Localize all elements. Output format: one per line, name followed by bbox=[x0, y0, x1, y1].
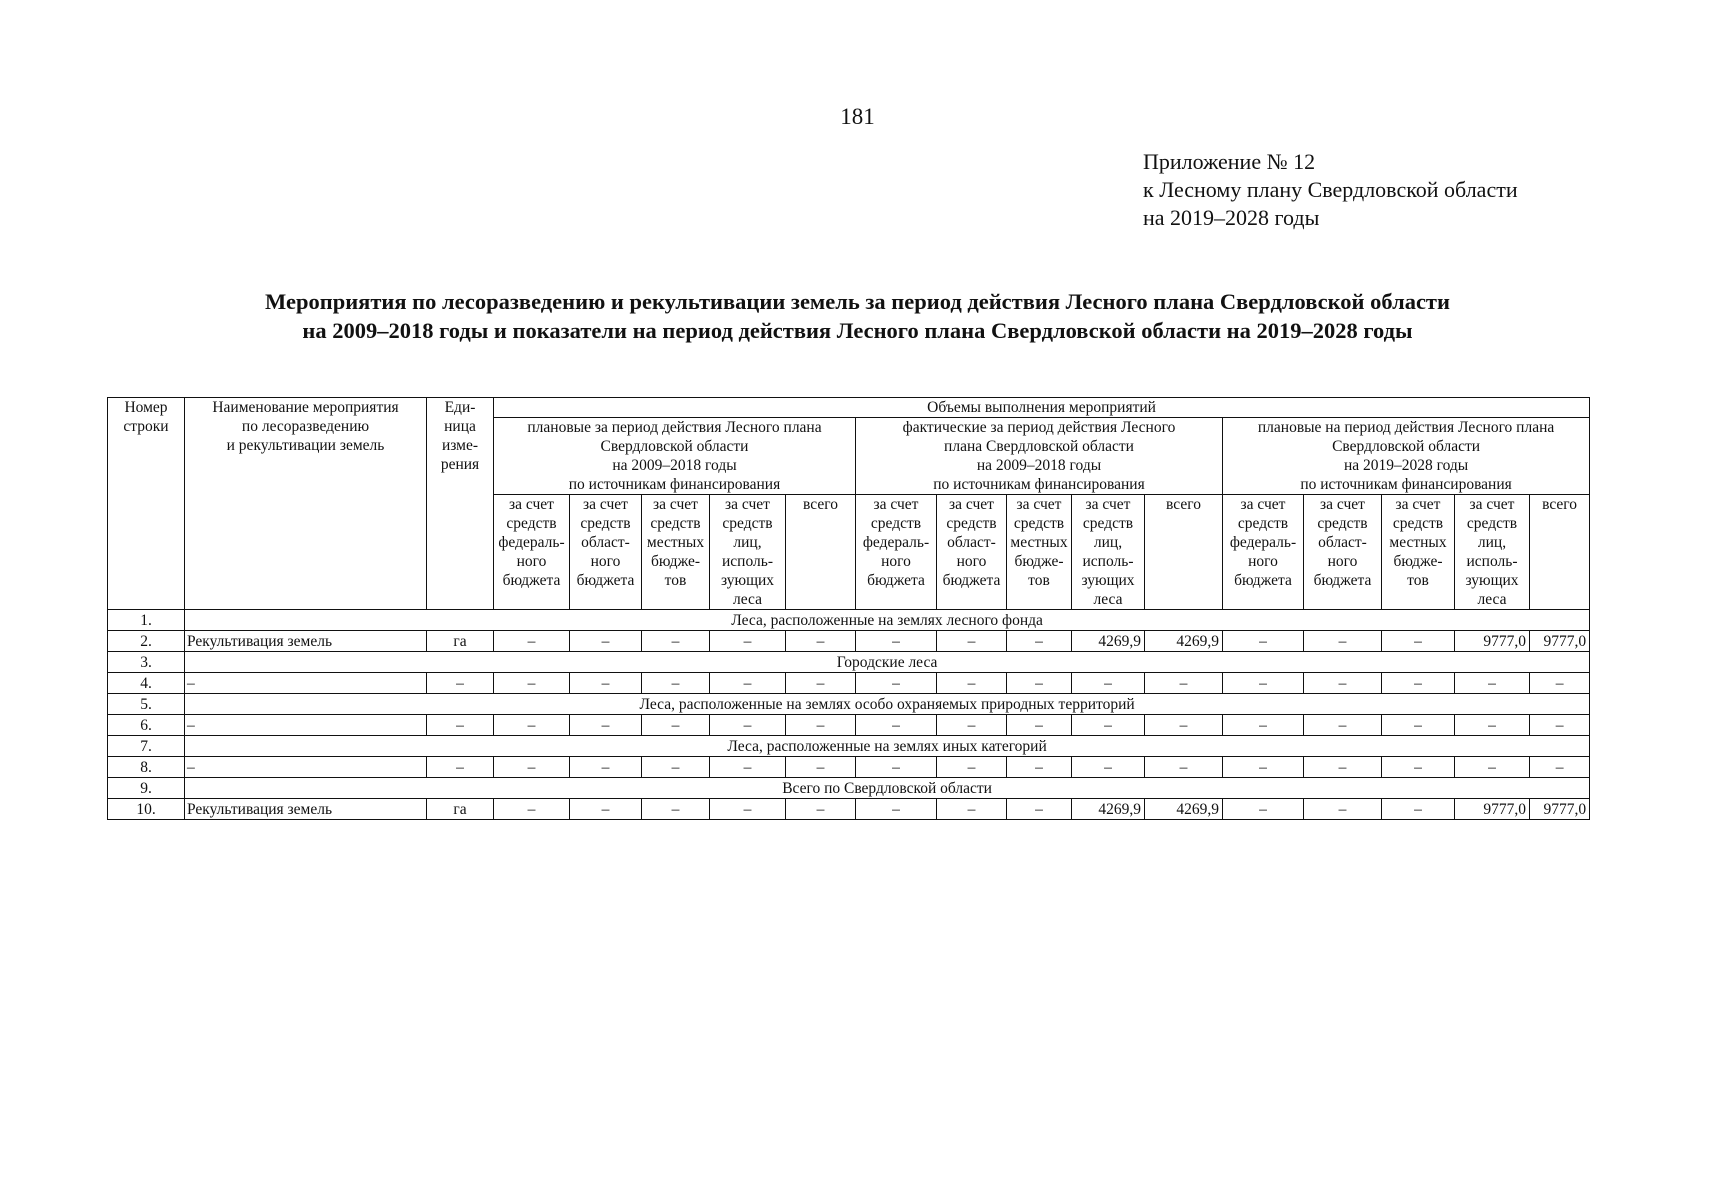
table-row bbox=[108, 778, 1590, 799]
value-cell: 9777,0 bbox=[1455, 631, 1530, 652]
header-unit: Еди- ница изме- рения bbox=[427, 398, 494, 610]
value-cell: – bbox=[1072, 757, 1145, 778]
header-source-plan-2019-2028-4: за счет средств лиц, исполь- зующих леса bbox=[1455, 495, 1530, 610]
value-cell: 9777,0 bbox=[1530, 799, 1590, 820]
header-period-fact-2009-2018: фактические за период действия Лесного плана Свердловской области на 2009–2018 годы по источникам финансирования bbox=[856, 418, 1223, 495]
page-number: 181 bbox=[840, 104, 875, 129]
row-number: 5. bbox=[108, 694, 185, 715]
value-cell: – bbox=[937, 799, 1007, 820]
value-cell: – bbox=[1382, 715, 1455, 736]
value-cell: – bbox=[1304, 673, 1382, 694]
value-cell: – bbox=[1145, 673, 1223, 694]
row-number: 1. bbox=[108, 610, 185, 631]
value-cell: – bbox=[1530, 757, 1590, 778]
value-cell: – bbox=[1223, 799, 1304, 820]
value-cell: – bbox=[1007, 673, 1072, 694]
measure-unit: га bbox=[427, 631, 494, 652]
value-cell: – bbox=[1530, 715, 1590, 736]
value-cell: – bbox=[937, 757, 1007, 778]
section-heading: Леса, расположенные на землях особо охраняемых природных территорий bbox=[185, 694, 1590, 715]
value-cell: 4269,9 bbox=[1072, 799, 1145, 820]
measure-unit: га bbox=[427, 799, 494, 820]
appendix-line-1: Приложение № 12 bbox=[1143, 149, 1316, 174]
header-source-plan-2019-2028-5: всего bbox=[1530, 495, 1590, 610]
table-row bbox=[108, 610, 1590, 631]
value-cell: – bbox=[570, 799, 642, 820]
value-cell: – bbox=[642, 715, 710, 736]
value-cell: 9777,0 bbox=[1530, 631, 1590, 652]
title-line-1: Мероприятия по лесоразведению и рекультивации земель за период действия Лесного плана Свердловской области bbox=[265, 289, 1450, 314]
header-source-fact-2009-2018-2: за счет средств област- ного бюджета bbox=[937, 495, 1007, 610]
value-cell: – bbox=[856, 799, 937, 820]
appendix-note bbox=[1143, 148, 1518, 232]
value-cell: – bbox=[1223, 673, 1304, 694]
value-cell: – bbox=[494, 799, 570, 820]
value-cell: – bbox=[570, 757, 642, 778]
section-heading: Всего по Свердловской области bbox=[185, 778, 1590, 799]
measure-unit: – bbox=[427, 673, 494, 694]
value-cell: 4269,9 bbox=[1145, 631, 1223, 652]
value-cell: – bbox=[570, 715, 642, 736]
value-cell: – bbox=[1007, 757, 1072, 778]
title-line-2: на 2009–2018 годы и показатели на период действия Лесного плана Свердловской области на 2019–2028 годы bbox=[302, 318, 1413, 343]
measure-name: Рекультивация земель bbox=[185, 631, 427, 652]
table-body bbox=[108, 610, 1590, 820]
value-cell: – bbox=[710, 631, 786, 652]
appendix-line-2: к Лесному плану Свердловской области bbox=[1143, 177, 1518, 202]
row-number: 8. bbox=[108, 757, 185, 778]
row-number: 3. bbox=[108, 652, 185, 673]
value-cell: – bbox=[1455, 757, 1530, 778]
value-cell: – bbox=[937, 673, 1007, 694]
value-cell: – bbox=[1382, 757, 1455, 778]
value-cell: – bbox=[1304, 799, 1382, 820]
measure-name: Рекультивация земель bbox=[185, 799, 427, 820]
value-cell: – bbox=[1145, 715, 1223, 736]
table-row bbox=[108, 673, 1590, 694]
header-volumes: Объемы выполнения мероприятий bbox=[494, 398, 1590, 418]
value-cell: – bbox=[786, 799, 856, 820]
value-cell: – bbox=[1072, 673, 1145, 694]
value-cell: – bbox=[570, 631, 642, 652]
value-cell: – bbox=[1007, 631, 1072, 652]
value-cell: – bbox=[856, 673, 937, 694]
table-row bbox=[108, 631, 1590, 652]
table-row bbox=[108, 736, 1590, 757]
value-cell: – bbox=[494, 715, 570, 736]
value-cell: – bbox=[786, 631, 856, 652]
header-period-plan-2019-2028: плановые на период действия Лесного плана Свердловской области на 2019–2028 годы по источникам финансирования bbox=[1223, 418, 1590, 495]
value-cell: 4269,9 bbox=[1145, 799, 1223, 820]
table-row bbox=[108, 799, 1590, 820]
value-cell: – bbox=[710, 757, 786, 778]
measure-unit: – bbox=[427, 757, 494, 778]
value-cell: – bbox=[642, 673, 710, 694]
section-heading: Леса, расположенные на землях лесного фонда bbox=[185, 610, 1590, 631]
header-source-plan-2009-2018-4: за счет средств лиц, исполь- зующих леса bbox=[710, 495, 786, 610]
header-period-plan-2009-2018: плановые за период действия Лесного плана Свердловской области на 2009–2018 годы по источникам финансирования bbox=[494, 418, 856, 495]
measure-unit: – bbox=[427, 715, 494, 736]
header-measure-name: Наименование мероприятия по лесоразведению и рекультивации земель bbox=[185, 398, 427, 610]
value-cell: – bbox=[1007, 799, 1072, 820]
header-source-plan-2019-2028-3: за счет средств местных бюдже- тов bbox=[1382, 495, 1455, 610]
value-cell: – bbox=[1304, 757, 1382, 778]
measure-name: – bbox=[185, 757, 427, 778]
row-number: 9. bbox=[108, 778, 185, 799]
measure-name: – bbox=[185, 715, 427, 736]
header-source-fact-2009-2018-3: за счет средств местных бюдже- тов bbox=[1007, 495, 1072, 610]
value-cell: – bbox=[1304, 715, 1382, 736]
value-cell: 9777,0 bbox=[1455, 799, 1530, 820]
value-cell: – bbox=[1382, 799, 1455, 820]
value-cell: – bbox=[856, 631, 937, 652]
value-cell: – bbox=[1382, 673, 1455, 694]
table-row bbox=[108, 694, 1590, 715]
header-source-plan-2009-2018-2: за счет средств област- ного бюджета bbox=[570, 495, 642, 610]
value-cell: – bbox=[642, 631, 710, 652]
header-source-plan-2009-2018-3: за счет средств местных бюдже- тов bbox=[642, 495, 710, 610]
value-cell: – bbox=[494, 673, 570, 694]
value-cell: – bbox=[1304, 631, 1382, 652]
value-cell: – bbox=[1223, 631, 1304, 652]
header-source-fact-2009-2018-1: за счет средств федераль- ного бюджета bbox=[856, 495, 937, 610]
measure-name: – bbox=[185, 673, 427, 694]
value-cell: – bbox=[570, 673, 642, 694]
value-cell: – bbox=[710, 673, 786, 694]
value-cell: – bbox=[494, 631, 570, 652]
measures-table bbox=[107, 397, 1590, 820]
value-cell: 4269,9 bbox=[1072, 631, 1145, 652]
value-cell: – bbox=[937, 715, 1007, 736]
value-cell: – bbox=[1072, 715, 1145, 736]
header-row-number: Номер строки bbox=[108, 398, 185, 610]
row-number: 6. bbox=[108, 715, 185, 736]
value-cell: – bbox=[710, 715, 786, 736]
row-number: 2. bbox=[108, 631, 185, 652]
header-source-plan-2009-2018-5: всего bbox=[786, 495, 856, 610]
row-number: 4. bbox=[108, 673, 185, 694]
value-cell: – bbox=[1007, 715, 1072, 736]
value-cell: – bbox=[1455, 673, 1530, 694]
row-number: 10. bbox=[108, 799, 185, 820]
value-cell: – bbox=[786, 715, 856, 736]
document-title bbox=[0, 287, 1715, 345]
header-source-plan-2019-2028-1: за счет средств федераль- ного бюджета bbox=[1223, 495, 1304, 610]
value-cell: – bbox=[642, 757, 710, 778]
table-row bbox=[108, 652, 1590, 673]
value-cell: – bbox=[642, 799, 710, 820]
value-cell: – bbox=[1382, 631, 1455, 652]
value-cell: – bbox=[786, 673, 856, 694]
value-cell: – bbox=[494, 757, 570, 778]
header-source-plan-2009-2018-1: за счет средств федераль- ного бюджета bbox=[494, 495, 570, 610]
value-cell: – bbox=[1530, 673, 1590, 694]
header-source-fact-2009-2018-5: всего bbox=[1145, 495, 1223, 610]
value-cell: – bbox=[1145, 757, 1223, 778]
value-cell: – bbox=[1455, 715, 1530, 736]
row-number: 7. bbox=[108, 736, 185, 757]
section-heading: Леса, расположенные на землях иных категорий bbox=[185, 736, 1590, 757]
value-cell: – bbox=[710, 799, 786, 820]
value-cell: – bbox=[1223, 757, 1304, 778]
header-row-1 bbox=[108, 398, 1590, 418]
appendix-line-3: на 2019–2028 годы bbox=[1143, 205, 1320, 230]
section-heading: Городские леса bbox=[185, 652, 1590, 673]
value-cell: – bbox=[1223, 715, 1304, 736]
value-cell: – bbox=[937, 631, 1007, 652]
table-row bbox=[108, 715, 1590, 736]
header-source-fact-2009-2018-4: за счет средств лиц, исполь- зующих леса bbox=[1072, 495, 1145, 610]
value-cell: – bbox=[856, 757, 937, 778]
header-source-plan-2019-2028-2: за счет средств област- ного бюджета bbox=[1304, 495, 1382, 610]
table-row bbox=[108, 757, 1590, 778]
value-cell: – bbox=[786, 757, 856, 778]
value-cell: – bbox=[856, 715, 937, 736]
